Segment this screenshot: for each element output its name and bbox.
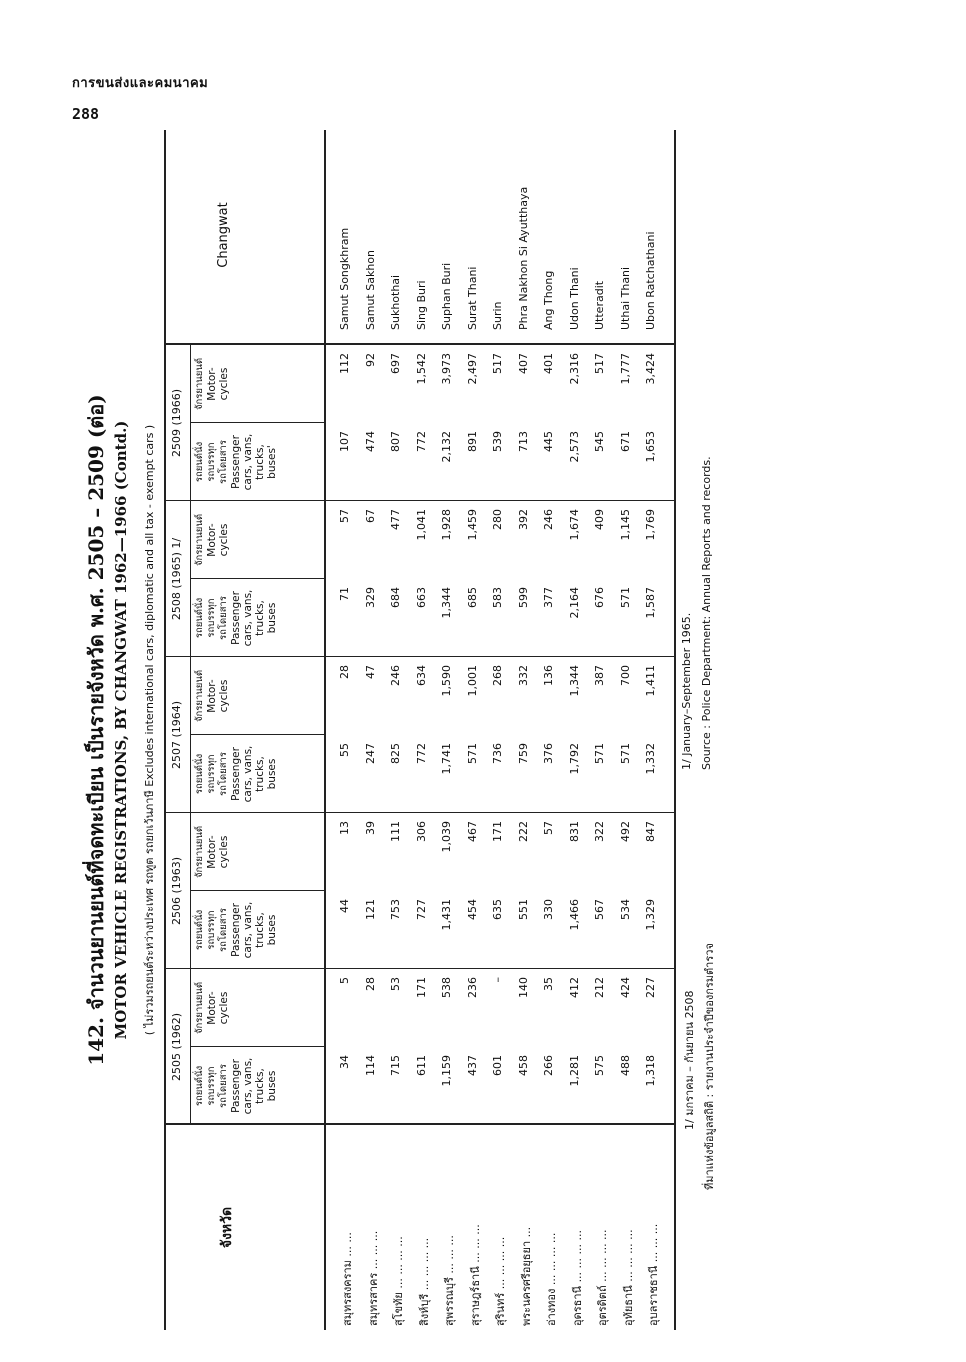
value-cell: 847 xyxy=(644,821,657,842)
source-english: Source : Police Department: Annual Reports and records. xyxy=(700,456,713,770)
value-cell: 601 xyxy=(491,1055,504,1076)
value-cell: 715 xyxy=(389,1055,402,1076)
value-cell: 330 xyxy=(542,899,555,920)
motorcycle-english-label: cycles xyxy=(218,991,230,1025)
value-cell: 611 xyxy=(414,1055,428,1076)
passenger-english-label: Passenger xyxy=(230,903,242,957)
motorcycle-english-label: cycles xyxy=(218,523,230,557)
changwat-name-thai: สิงห์บุรี ... ... ... ... xyxy=(417,1237,431,1326)
value-cell: 713 xyxy=(516,431,530,452)
changwat-name-thai: อุบลราชธานี ... ... ... xyxy=(647,1223,660,1326)
changwat-name-english: Ang Thong xyxy=(542,270,555,330)
footnote-english: 1/ January–September 1965. xyxy=(680,612,693,770)
value-cell: 825 xyxy=(389,743,402,764)
value-cell: 539 xyxy=(491,431,504,452)
value-cell: 28 xyxy=(363,977,377,991)
value-cell: 571 xyxy=(593,743,606,764)
changwat-header-thai: จังหวัด xyxy=(219,1206,235,1249)
value-cell: 1,674 xyxy=(567,509,581,541)
value-cell: 753 xyxy=(389,899,402,920)
value-cell: 236 xyxy=(465,977,479,998)
value-cell: 1,466 xyxy=(567,899,581,931)
value-cell: 57 xyxy=(542,821,555,835)
value-cell: 3,973 xyxy=(440,353,453,385)
changwat-name-english: Phra Nakhon Si Ayutthaya xyxy=(516,186,530,330)
value-cell: 111 xyxy=(389,821,402,842)
value-cell: 759 xyxy=(516,743,530,764)
table-row xyxy=(440,130,461,1330)
value-cell: 227 xyxy=(644,977,657,998)
value-cell: 424 xyxy=(618,977,632,998)
passenger-thai-label: รถบรรทุก xyxy=(206,910,217,950)
value-cell: 67 xyxy=(363,509,377,523)
changwat-name-thai: สุพรรณบุรี ... ... ... xyxy=(443,1235,456,1326)
passenger-thai-label: รถโดยสาร xyxy=(218,752,229,796)
value-cell: 107 xyxy=(338,431,351,452)
value-cell: 212 xyxy=(593,977,606,998)
year-header: 2506 (1963) xyxy=(170,856,183,926)
passenger-english-label: Passenger xyxy=(230,435,242,489)
table-row xyxy=(364,130,385,1330)
changwat-header-english: Changwat xyxy=(216,202,231,268)
value-cell: 1,590 xyxy=(440,665,453,697)
motorcycle-english-label: cycles xyxy=(218,679,230,713)
changwat-name-english: Uthai Thani xyxy=(618,266,632,330)
value-cell: 34 xyxy=(338,1055,351,1069)
value-cell: 222 xyxy=(516,821,530,842)
year-header: 2507 (1964) xyxy=(170,700,183,770)
changwat-name-thai: สมุทรสงคราม ... ... xyxy=(341,1232,354,1326)
value-cell: 409 xyxy=(593,509,606,530)
passenger-english-label: cars, vans, xyxy=(242,1057,254,1115)
value-cell: 121 xyxy=(363,899,377,920)
value-cell: 458 xyxy=(516,1055,530,1076)
value-cell: 57 xyxy=(338,509,351,523)
value-cell: 392 xyxy=(516,509,530,530)
table-row xyxy=(644,130,665,1330)
motorcycle-english-label: cycles xyxy=(218,367,230,401)
value-cell: 1,344 xyxy=(567,665,581,697)
value-cell: 1,431 xyxy=(440,899,453,931)
value-cell: 28 xyxy=(338,665,351,679)
value-cell: 635 xyxy=(491,899,504,920)
value-cell: 47 xyxy=(363,665,377,679)
value-cell: 445 xyxy=(542,431,555,452)
passenger-english-label: buses xyxy=(266,1070,278,1102)
changwat-name-english: Samut Songkhram xyxy=(338,227,351,330)
motorcycles-header xyxy=(194,345,230,423)
table-row xyxy=(568,130,589,1330)
value-cell: 55 xyxy=(338,743,351,757)
changwat-name-english: Sing Buri xyxy=(414,280,428,330)
value-cell: 517 xyxy=(491,353,504,374)
value-cell: 1,459 xyxy=(465,509,479,541)
value-cell: 407 xyxy=(516,353,530,374)
motorcycle-thai-label: จักรยานยนต์ xyxy=(194,981,205,1035)
value-cell: 1,792 xyxy=(567,743,581,775)
value-cell: 437 xyxy=(465,1055,479,1076)
value-cell: 1,411 xyxy=(644,665,657,697)
value-cell: 39 xyxy=(363,821,377,835)
passenger-thai-label: รถยนต์นั่ง xyxy=(194,753,205,795)
changwat-name-english: Udon Thani xyxy=(567,267,581,330)
value-cell: 377 xyxy=(542,587,555,608)
section-header: การขนส่งและคมนาคม xyxy=(72,76,209,91)
changwat-name-thai: สุรินทร์ ... ... ... ... xyxy=(494,1236,507,1326)
passenger-thai-label: รถโดยสาร xyxy=(218,440,229,484)
value-cell: 538 xyxy=(440,977,453,998)
passenger-cars-header xyxy=(194,735,278,813)
motorcycle-english-label: Motor- xyxy=(206,991,218,1025)
value-cell: 1,041 xyxy=(414,509,428,541)
value-cell: – xyxy=(491,977,504,983)
value-cell: 322 xyxy=(593,821,606,842)
motorcycles-header xyxy=(194,657,230,735)
motorcycle-thai-label: จักรยานยนต์ xyxy=(194,357,205,411)
motorcycle-thai-label: จักรยานยนต์ xyxy=(194,513,205,567)
table-row xyxy=(338,130,359,1330)
value-cell: 488 xyxy=(618,1055,632,1076)
value-cell: 583 xyxy=(491,587,504,608)
value-cell: 401 xyxy=(542,353,555,374)
rotated-table-page xyxy=(80,130,810,1330)
value-cell: 1,001 xyxy=(465,665,479,697)
value-cell: 1,159 xyxy=(440,1055,453,1087)
value-cell: 1,145 xyxy=(618,509,632,541)
value-cell: 247 xyxy=(363,743,377,764)
passenger-english-label: trucks, xyxy=(254,1068,266,1104)
motorcycle-thai-label: จักรยานยนต์ xyxy=(194,825,205,879)
passenger-english-label: cars, vans, xyxy=(242,433,254,491)
value-cell: 551 xyxy=(516,899,530,920)
motorcycle-english-label: cycles xyxy=(218,835,230,869)
year-header: 2509 (1966) xyxy=(170,388,183,458)
value-cell: 114 xyxy=(363,1055,377,1076)
value-cell: 140 xyxy=(516,977,530,998)
value-cell: 1,039 xyxy=(440,821,453,853)
table-title-english: MOTOR VEHICLE REGISTRATIONS, BY CHANGWAT 1962—1966 (Contd.) xyxy=(112,420,130,1040)
value-cell: 2,132 xyxy=(440,431,453,463)
value-cell: 2,573 xyxy=(567,431,581,463)
motorcycle-english-label: Motor- xyxy=(206,835,218,869)
value-cell: 545 xyxy=(593,431,606,452)
table-row xyxy=(491,130,512,1330)
value-cell: 1,281 xyxy=(567,1055,581,1087)
passenger-cars-header xyxy=(194,891,278,969)
value-cell: 3,424 xyxy=(644,353,657,385)
passenger-thai-label: รถโดยสาร xyxy=(218,908,229,952)
passenger-english-label: buses xyxy=(266,914,278,946)
value-cell: 266 xyxy=(542,1055,555,1076)
changwat-name-thai: อุทัยธานี ... ... ... ... xyxy=(621,1229,635,1326)
value-cell: 2,497 xyxy=(465,353,479,385)
motorcycle-english-label: Motor- xyxy=(206,367,218,401)
value-cell: 53 xyxy=(389,977,402,991)
passenger-english-label: trucks, xyxy=(254,444,266,480)
value-cell: 831 xyxy=(567,821,581,842)
passenger-english-label: cars, vans, xyxy=(242,901,254,959)
value-cell: 454 xyxy=(465,899,479,920)
value-cell: 676 xyxy=(593,587,606,608)
value-cell: 807 xyxy=(389,431,402,452)
table-row xyxy=(389,130,410,1330)
changwat-name-english: Sukhothai xyxy=(389,274,402,330)
value-cell: 575 xyxy=(593,1055,606,1076)
passenger-english-label: cars, vans, xyxy=(242,589,254,647)
value-cell: 71 xyxy=(338,587,351,601)
passenger-thai-label: รถยนต์นั่ง xyxy=(194,909,205,951)
passenger-english-label: buses' xyxy=(266,445,278,479)
value-cell: 571 xyxy=(618,587,632,608)
value-cell: 268 xyxy=(491,665,504,686)
table-row xyxy=(542,130,563,1330)
motorcycle-thai-label: จักรยานยนต์ xyxy=(194,669,205,723)
value-cell: 1,928 xyxy=(440,509,453,541)
value-cell: 112 xyxy=(338,353,351,374)
table-row xyxy=(593,130,614,1330)
value-cell: 671 xyxy=(618,431,632,452)
value-cell: 1,769 xyxy=(644,509,657,541)
passenger-english-label: trucks, xyxy=(254,912,266,948)
value-cell: 171 xyxy=(414,977,428,998)
value-cell: 246 xyxy=(389,665,402,686)
value-cell: 685 xyxy=(465,587,479,608)
passenger-english-label: Passenger xyxy=(230,747,242,801)
changwat-name-thai: สุโขทัย ... ... ... ... xyxy=(392,1236,405,1326)
passenger-thai-label: รถบรรทุก xyxy=(206,598,217,638)
value-cell: 387 xyxy=(593,665,606,686)
value-cell: 467 xyxy=(465,821,479,842)
source-thai: ที่มาแห่งข้อมูลสถิติ : รายงานประจำปีของกรมตำรวจ xyxy=(703,943,716,1190)
value-cell: 35 xyxy=(542,977,555,991)
registrations-table xyxy=(164,130,676,1330)
value-cell: 567 xyxy=(593,899,606,920)
changwat-name-english: Ubon Ratchathani xyxy=(644,231,657,330)
value-cell: 136 xyxy=(542,665,555,686)
value-cell: 891 xyxy=(465,431,479,452)
value-cell: 412 xyxy=(567,977,581,998)
table-row xyxy=(619,130,640,1330)
header-bottom-rule xyxy=(324,130,326,1330)
passenger-thai-label: รถยนต์นั่ง xyxy=(194,1065,205,1107)
value-cell: 492 xyxy=(618,821,632,842)
value-cell: 477 xyxy=(389,509,402,530)
motorcycles-header xyxy=(194,501,230,579)
changwat-name-thai: พระนครศรีอยุธยา ... xyxy=(519,1226,533,1326)
value-cell: 171 xyxy=(491,821,504,842)
value-cell: 697 xyxy=(389,353,402,374)
passenger-english-label: trucks, xyxy=(254,600,266,636)
passenger-thai-label: รถบรรทุก xyxy=(206,442,217,482)
value-cell: 329 xyxy=(363,587,377,608)
value-cell: 280 xyxy=(491,509,504,530)
value-cell: 663 xyxy=(414,587,428,608)
year-header: 2505 (1962) xyxy=(170,1012,183,1082)
passenger-thai-label: รถโดยสาร xyxy=(218,1064,229,1108)
table-exclusion-note: ( ไม่รวมรถยนต์ระหว่างประเทศ รถทูต รถยกเว้นภาษี Excludes international cars, diplomatic and all tax - exempt cars ) xyxy=(143,424,156,1036)
year-header-rule xyxy=(190,345,191,1125)
passenger-english-label: Passenger xyxy=(230,591,242,645)
passenger-thai-label: รถโดยสาร xyxy=(218,596,229,640)
value-cell: 5 xyxy=(338,977,351,984)
value-cell: 727 xyxy=(414,899,428,920)
value-cell: 634 xyxy=(414,665,428,686)
changwat-name-thai: สุราษฎร์ธานี ... ... ... xyxy=(468,1224,482,1326)
value-cell: 1,344 xyxy=(440,587,453,619)
value-cell: 1,777 xyxy=(618,353,632,385)
value-cell: 306 xyxy=(414,821,428,842)
passenger-thai-label: รถบรรทุก xyxy=(206,754,217,794)
passenger-cars-header xyxy=(194,579,278,657)
changwat-name-thai: อุดรธานี ... ... ... ... xyxy=(570,1229,584,1326)
motorcycle-english-label: Motor- xyxy=(206,523,218,557)
value-cell: 2,316 xyxy=(567,353,581,385)
changwat-name-thai: สมุทรสาคร ... ... ... xyxy=(366,1230,380,1326)
changwat-name-english: Surin xyxy=(491,301,504,330)
value-cell: 376 xyxy=(542,743,555,764)
year-header: 2508 (1965) 1/ xyxy=(170,537,183,621)
table-row xyxy=(466,130,487,1330)
changwat-name-thai: อ่างทอง ... ... ... ... xyxy=(545,1232,558,1326)
motorcycle-english-label: Motor- xyxy=(206,679,218,713)
passenger-english-label: trucks, xyxy=(254,756,266,792)
value-cell: 571 xyxy=(618,743,632,764)
value-cell: 92 xyxy=(363,353,377,367)
passenger-thai-label: รถยนต์นั่ง xyxy=(194,441,205,483)
value-cell: 2,164 xyxy=(567,587,581,619)
value-cell: 1,329 xyxy=(644,899,657,931)
value-cell: 44 xyxy=(338,899,351,913)
passenger-english-label: buses xyxy=(266,602,278,634)
value-cell: 332 xyxy=(516,665,530,686)
passenger-cars-header xyxy=(194,1047,278,1125)
passenger-cars-header xyxy=(194,423,278,501)
motorcycles-header xyxy=(194,969,230,1047)
value-cell: 1,542 xyxy=(414,353,428,385)
value-cell: 517 xyxy=(593,353,606,374)
value-cell: 684 xyxy=(389,587,402,608)
passenger-english-label: cars, vans, xyxy=(242,745,254,803)
table-row xyxy=(415,130,436,1330)
changwat-name-english: Samut Sakhon xyxy=(363,250,377,330)
table-title-thai: 142. จำนวนยานยนต์ที่จดทะเบียน เป็นรายจังหวัด พ.ศ. 2505 – 2509 (ต่อ) xyxy=(84,394,108,1066)
value-cell: 736 xyxy=(491,743,504,764)
passenger-english-label: buses xyxy=(266,758,278,790)
value-cell: 599 xyxy=(516,587,530,608)
footnote-thai: 1/ มกราคม – กันยายน 2508 xyxy=(683,990,696,1130)
value-cell: 1,587 xyxy=(644,587,657,619)
passenger-english-label: Passenger xyxy=(230,1059,242,1113)
value-cell: 700 xyxy=(618,665,632,686)
value-cell: 1,741 xyxy=(440,743,453,775)
value-cell: 246 xyxy=(542,509,555,530)
changwat-name-english: Suphan Buri xyxy=(440,262,453,330)
changwat-name-thai: อุตรดิตถ์ ... ... ... ... xyxy=(596,1229,609,1326)
changwat-name-english: Surat Thani xyxy=(465,266,479,330)
value-cell: 1,653 xyxy=(644,431,657,463)
value-cell: 1,318 xyxy=(644,1055,657,1087)
value-cell: 13 xyxy=(338,821,351,835)
passenger-thai-label: รถยนต์นั่ง xyxy=(194,597,205,639)
changwat-name-english: Utteradit xyxy=(593,280,606,330)
table-row xyxy=(517,130,538,1330)
page-number: 288 xyxy=(72,105,100,123)
value-cell: 772 xyxy=(414,431,428,452)
passenger-thai-label: รถบรรทุก xyxy=(206,1066,217,1106)
value-cell: 534 xyxy=(618,899,632,920)
value-cell: 1,332 xyxy=(644,743,657,775)
motorcycles-header xyxy=(194,813,230,891)
value-cell: 474 xyxy=(363,431,377,452)
value-cell: 571 xyxy=(465,743,479,764)
value-cell: 772 xyxy=(414,743,428,764)
